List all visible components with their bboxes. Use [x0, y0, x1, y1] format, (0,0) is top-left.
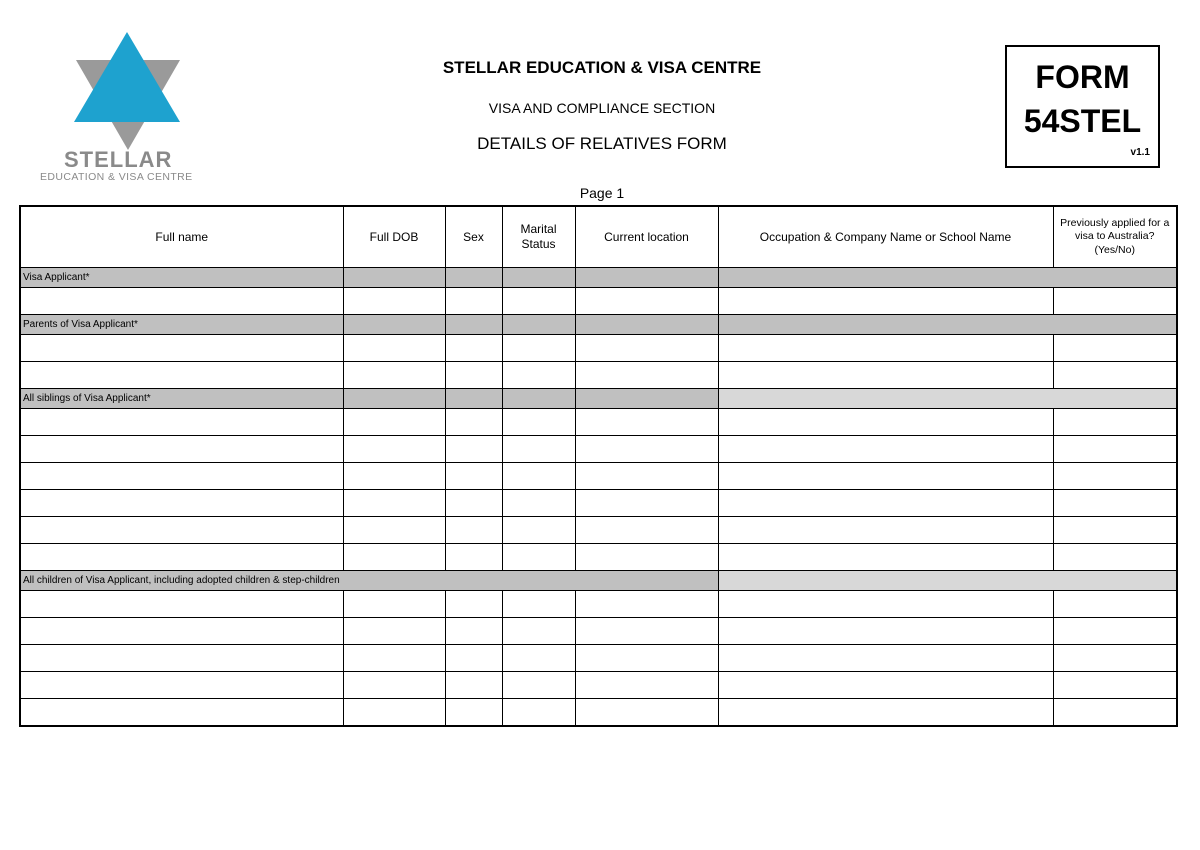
table-row[interactable] [20, 544, 1177, 571]
form-number-box [1005, 45, 1160, 168]
section-label: Parents of Visa Applicant* [20, 315, 343, 335]
relatives-table [19, 205, 1178, 727]
section-row-parents [20, 315, 1177, 335]
table-row[interactable] [20, 409, 1177, 436]
table-row[interactable] [20, 463, 1177, 490]
section-label: All children of Visa Applicant, including adopted children & step-children [20, 571, 718, 591]
column-header-sex: Sex [445, 206, 502, 268]
logo-word: STELLAR [64, 147, 173, 172]
table-row[interactable] [20, 288, 1177, 315]
section-row-siblings [20, 389, 1177, 409]
table-header-row [20, 206, 1177, 268]
logo-tagline: EDUCATION & VISA CENTRE [40, 171, 193, 183]
form-version: v1.1 [1130, 147, 1150, 158]
table-row[interactable] [20, 490, 1177, 517]
table-row[interactable] [20, 335, 1177, 362]
star-logo-icon [72, 30, 182, 150]
column-header-previous-visa: Previously applied for a visa to Australia? (Yes/No) [1053, 206, 1177, 268]
form-code: 54STEL [1023, 103, 1142, 139]
table-row[interactable] [20, 362, 1177, 389]
table-row[interactable] [20, 672, 1177, 699]
form-title: DETAILS OF RELATIVES FORM [477, 134, 727, 153]
table-row[interactable] [20, 591, 1177, 618]
organization-title: STELLAR EDUCATION & VISA CENTRE [442, 58, 762, 77]
page-number: Page 1 [579, 185, 625, 201]
section-label: Visa Applicant* [20, 268, 343, 288]
column-header-occupation: Occupation & Company Name or School Name [718, 206, 1053, 268]
column-header-dob: Full DOB [343, 206, 445, 268]
table-row[interactable] [20, 517, 1177, 544]
column-header-full-name: Full name [20, 206, 343, 268]
column-header-marital-status: Marital Status [502, 206, 575, 268]
form-label: FORM [1035, 59, 1130, 95]
table-row[interactable] [20, 699, 1177, 727]
section-label: All siblings of Visa Applicant* [20, 389, 343, 409]
section-row-children [20, 571, 1177, 591]
section-title: VISA AND COMPLIANCE SECTION [488, 100, 716, 116]
section-row-visa-applicant [20, 268, 1177, 288]
table-row[interactable] [20, 618, 1177, 645]
table-row[interactable] [20, 436, 1177, 463]
column-header-current-location: Current location [575, 206, 718, 268]
table-row[interactable] [20, 645, 1177, 672]
